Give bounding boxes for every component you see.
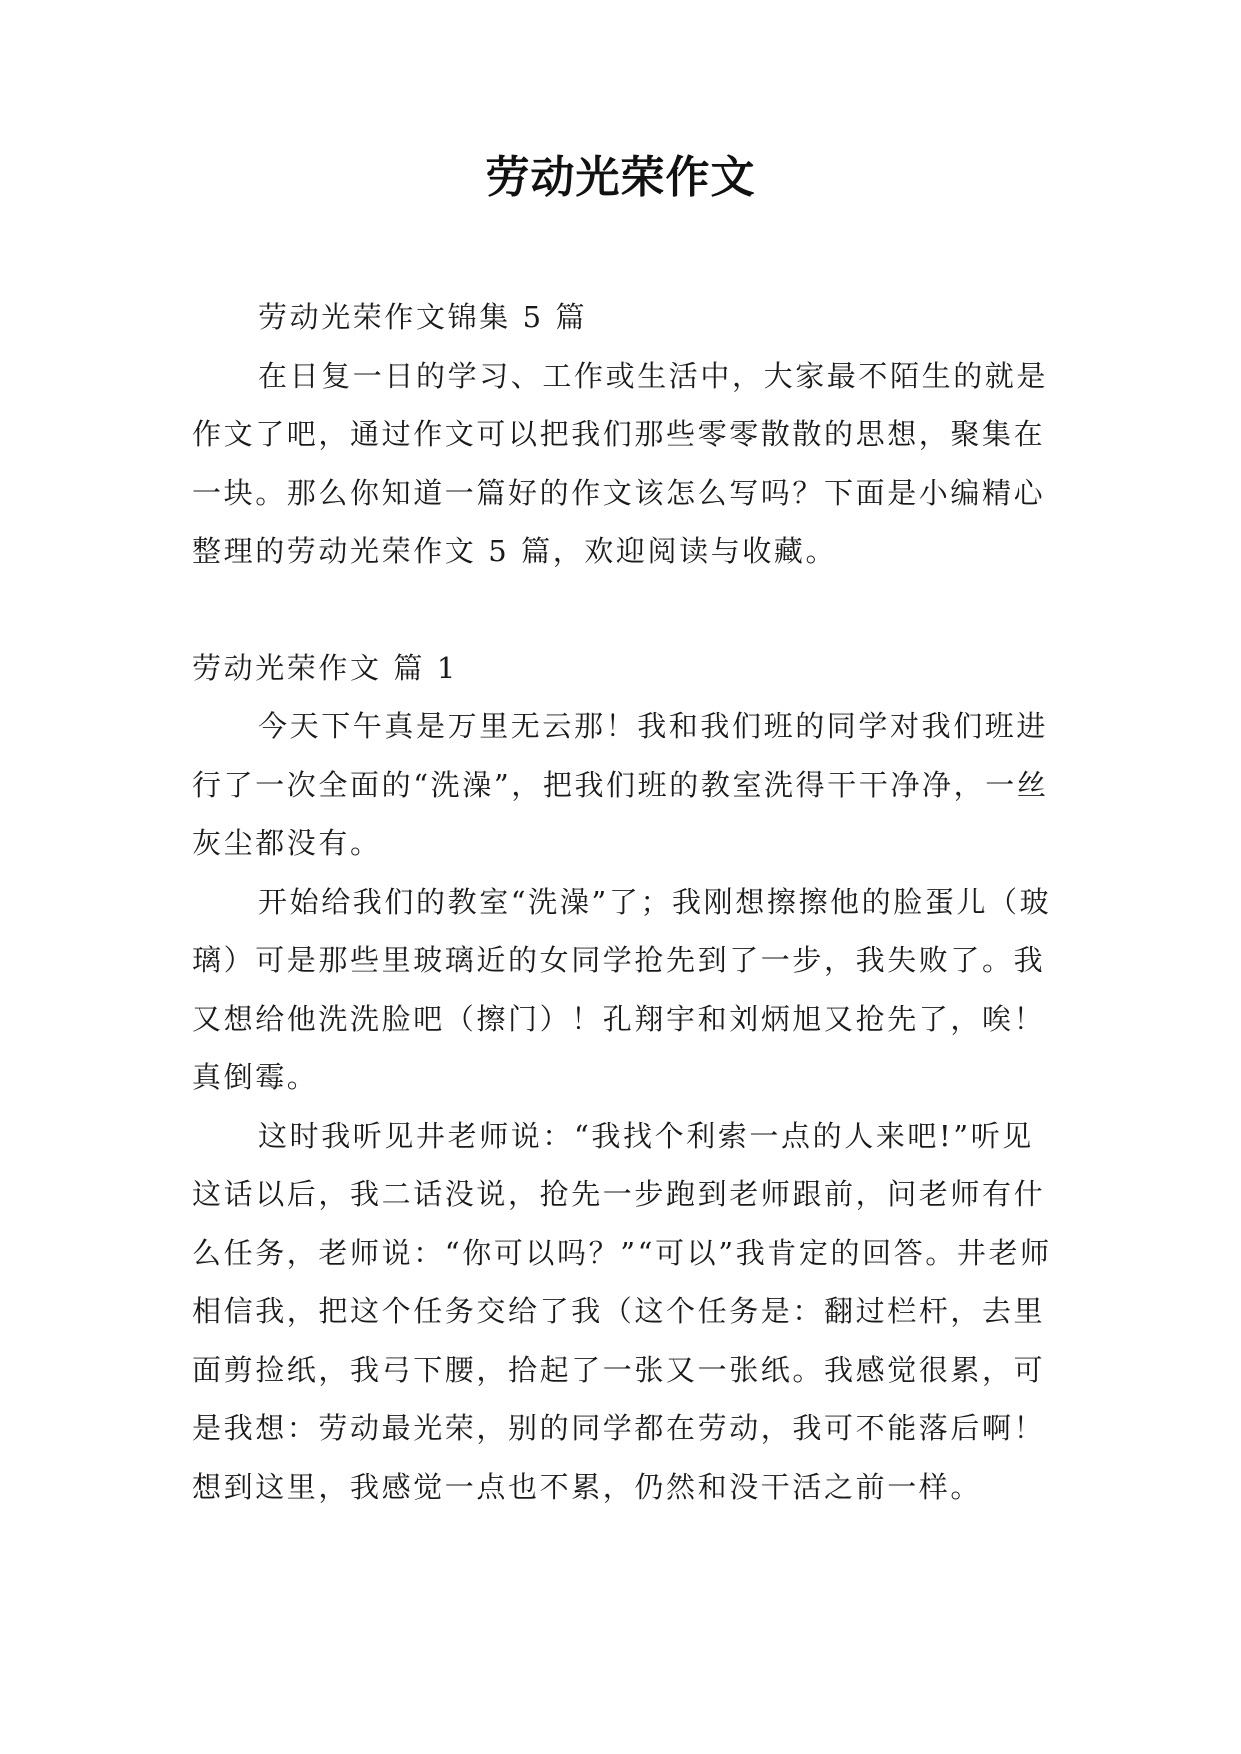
intro-paragraph: 在日复一日的学习、工作或生活中，大家最不陌生的就是作文了吧，通过作文可以把我们那些零零散散的思想，聚集在一块。那么你知道一篇好的作文该怎么写吗？下面是小编精心整理的劳动光荣作文 5 篇，欢迎阅读与收藏。 [192,358,1049,568]
body-paragraph-3: 这时我听见井老师说：“我找个利索一点的人来吧!”听见这话以后，我二话没说，抢先一步跑到老师跟前，问老师有什么任务，老师说：“你可以吗？”“可以”我肯定的回答。井老师相信我，把这个任务交给了我（这个任务是：翻过栏杆，去里面剪捡纸，我弓下腰，拾起了一张又一张纸。我感觉很累，可是我想：劳动最光荣，别的同学都在劳动，我可不能落后啊！想到这里，我感觉一点也不累，仍然和没干活之前一样。 [192,1118,1052,1504]
body-paragraph-2: 开始给我们的教室“洗澡”了；我刚想擦擦他的脸蛋儿（玻璃）可是那些里玻璃近的女同学抢先到了一步，我失败了。我又想给他洗洗脸吧（擦门）！孔翔宇和刘炳旭又抢先了，唉！真倒霉。 [192,884,1052,1094]
document-body [192,288,1052,1516]
section-heading: 劳动光荣作文 篇 1 [192,650,458,685]
document-title: 劳动光荣作文 [485,152,756,203]
document-subtitle: 劳动光荣作文锦集 5 篇 [258,300,588,334]
body-paragraph-1: 今天下午真是万里无云那！我和我们班的同学对我们班进行了一次全面的“洗澡”，把我们班的教室洗得干干净净，一丝灰尘都没有。 [192,709,1049,860]
